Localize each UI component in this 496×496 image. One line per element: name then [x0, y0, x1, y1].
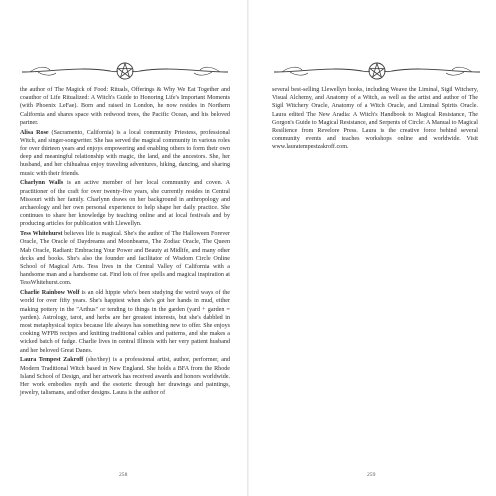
left-body-text — [20, 86, 230, 399]
bio-paragraph: Alisa Rose (Sacramento, California) is a local community Priestess, professional Witch, and singer-songwriter. She has served the magical community in various roles for over thirteen years and enjoys empowering and enabling others to form their own deep and meaningful relationship with magic, the land, and the ancestors. She, her husband, and her chihuahua enjoy traveling adventures, hiking, dancing, and sharing music with their friends. — [20, 129, 230, 177]
bio-paragraph: several best-selling Llewellyn books, including Weave the Liminal, Sigil Witchery, Visual Alchemy, and Anatomy of a Witch, as well as the artist and author of The Sigil Witchery Oracle, Anatomy of a Witch Oracle, and Liminal Spirits Oracle. Laura edited The New Aradia: A Witch's Handbook to Magical Resistance, The Gorgon's Guide to Magical Resistance, and Serpents of Circle: A Manual to Magical Resilience from Revelore Press. Laura is the creative force behind several community events and teaches workshops online and worldwide. Visit www.lauratempestzakroff.com. — [272, 87, 478, 151]
bio-paragraph: Laura Tempest Zakroff (she/they) is a professional artist, author, performer, and Modern Traditional Witch based in New England. She holds a BFA from the Rhode Island School of Design, and her artwork has received awards and honors worldwide. Her work embodies myth and the esoteric through her drawings and paintings, jewelry, talismans, and other designs. Laura is the author of — [20, 357, 231, 397]
contributor-name: Tess Whitehurst — [20, 231, 63, 238]
pentacle-icon — [369, 63, 385, 79]
contributor-name: Charlynn Walls — [20, 180, 64, 187]
page-number: 258 — [119, 472, 128, 478]
pentacle-icon — [117, 63, 133, 79]
right-page — [248, 0, 496, 496]
bio-paragraph: Charlie Rainbow Wolf is an old hippie who's been studying the weird ways of the world for over fifty years. She's happiest when she's got her hands in mud, either making pottery in the "Arthus" or tending to things in the garden (yard + garden = yarden). Astrology, tarot, and herbs are her greatest interests, but she's dabbled in most metaphysical topics because life always has something new to offer. She enjoys cooking WFPB recipes and knitting traditional cables and patterns, and she makes a wicked batch of fudge. Charlie lives in central Illinois with her very patient husband and her beloved Great Danes. — [20, 290, 230, 354]
contributor-name: Charlie Rainbow Wolf — [20, 290, 80, 297]
contributor-name: Alisa Rose — [20, 129, 49, 136]
header-ornament-right — [272, 58, 482, 84]
right-body-text — [272, 86, 478, 153]
bio-paragraph: Tess Whitehurst believes life is magical. She's the author of The Halloween Forever Oracle, The Oracle of Daydreams and Moonbeams, The Zodiac Oracle, The Queen Mab Oracle, Radiant: Embracing Your Power and Beauty at Midlife, and many other decks and books. She's also the founder and facilitator of Wisdom Circle Online School of Magical Arts. Tess lives in the Central Valley of California with a handsome man and a handsome cat. Find lots of free spells and magical inspiration at TessWhitehurst.com. — [20, 231, 230, 287]
contributor-name: Laura Tempest Zakroff — [20, 357, 84, 364]
bio-paragraph: the author of The Magick of Food: Rituals, Offerings & Why We Eat Together and coauthor of Life Ritualized: A Witch's Guide to Honoring Life's Important Moments (with Phoenix LeFae). Born and raised in London, he now resides in Northern California and shares space with redwood trees, the Pacific Ocean, and his beloved partner. — [20, 87, 230, 126]
header-ornament-left — [20, 58, 230, 84]
bio-paragraph: Charlynn Walls is an active member of her local community and coven. A practitioner of the craft for over twenty-five years, she currently resides in Central Missouri with her family. Charlynn draws on her background in anthropology and archaeology and her own personal experience to help shape her daily practice. She continues to share her knowledge by teaching online and at local festivals and by producing articles for publication with Llewellyn. — [20, 180, 230, 228]
page-number: 259 — [367, 472, 376, 478]
